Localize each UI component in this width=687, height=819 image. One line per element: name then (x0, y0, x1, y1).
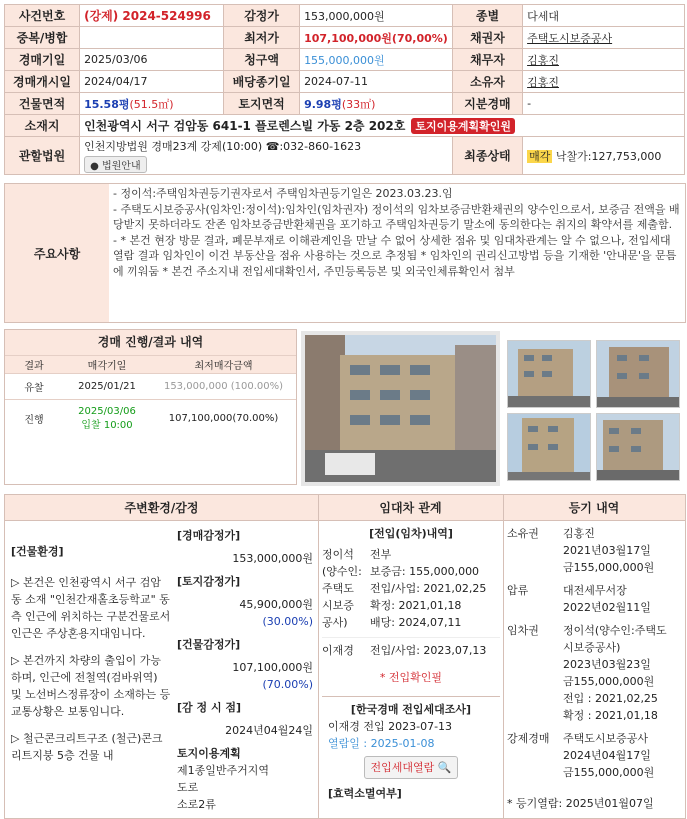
row-result: 유찰 (5, 374, 63, 400)
registry-title: 등기 내역 (503, 495, 685, 521)
tenant-movein: 전입/사업: 2023,07,13 (370, 644, 487, 657)
court-guide-button[interactable] (84, 156, 147, 173)
dup-value (80, 27, 224, 49)
address-value (80, 115, 685, 137)
env-title: 주변환경/감정 (5, 495, 318, 521)
building-appraisal-title: [건물감정가] (177, 638, 241, 651)
registry-item (507, 622, 683, 724)
tenant-name: 정이석 (322, 548, 354, 561)
auction-date-value: 2025/03/06 (80, 49, 224, 71)
building-area-label: 건물면적 (5, 93, 80, 115)
deadline-label: 배당종기일 (224, 71, 300, 93)
row-date-text: 2025/03/06 (78, 405, 136, 417)
appraisal-date-value: 2024년04월24일 (225, 724, 313, 737)
row-time-text: 입찰 10:00 (81, 419, 133, 431)
col-date: 매각기일 (63, 356, 151, 374)
case-label: 사건번호 (5, 5, 80, 27)
debtor-label: 채무자 (452, 49, 522, 71)
col-price: 최저매각금액 (151, 356, 296, 374)
dup-label: 중복/병합 (5, 27, 80, 49)
lease-title: 임대차 관계 (318, 495, 503, 521)
registry-line: 대전세무서장 (563, 584, 627, 597)
progress-row (5, 400, 296, 438)
search-icon: 🔍 (437, 761, 452, 774)
tenant-dividend: 배당: 2024,07,11 (370, 616, 462, 629)
registry-list (507, 525, 683, 818)
circle-icon: ● (90, 161, 99, 172)
start-date-label: 경매개시일 (5, 71, 80, 93)
phone-icon: ☎ (265, 140, 280, 153)
registry-line: 전입 : 2021,02,25 (563, 692, 658, 705)
row-date (63, 400, 151, 438)
row-price: 107,100,000(70.00%) (151, 400, 296, 438)
claim-value: 155,000,000원 (300, 49, 453, 71)
court-guide-label: 법원안내 (101, 161, 141, 172)
share-label: 지분경매 (452, 93, 522, 115)
registry-item (507, 730, 683, 781)
key-notes-text: - 정이석:주택임차권등기권자로서 주택임차권등기일은 2023.03.23.임 - 주택도시보증공사(임차인:정이석):임차인(임차권자) 정이석의 임차보증금반환채권의 양수인으로서, 보증금 전액을 배당받지 못하더라도 잔존 임차보증금반환채권을 포기하고 주택임차권등기 말소에 동의한다는 취지의 확약서를 제출함. - * 본건 현장 방문 결과, 폐문부재로 이해관계인을 만날 수 없어 상세한 점유 및 임대차관계는 알 수 없으나, 전입세대열람 결과 임차인이 이건 부동산을 점유 사용하는 것으로 추정됨 * 임차인의 권리신고방법 등을 기재한 '안내문'을 문틈에 끼워둠 * 본건 주소지내 전입세대확인서, 주민등록등본 및 외국인체류확인서 첨부 (113, 187, 680, 278)
env-paragraph: ▷ 철근콘크리트구조 (철근)콘크리트지붕 5층 건물 내 (11, 732, 163, 762)
appraisal-total-value: 153,000,000원 (232, 552, 313, 565)
building-thumb-image (597, 414, 680, 481)
registry-line: 김홍진 (563, 527, 595, 540)
court-text: 인천지방법원 경매23계 강제(10:00) (84, 140, 263, 153)
building-appraisal-pct: (70.00%) (262, 678, 313, 691)
case-number: (강제) 2024-524996 (80, 5, 224, 27)
land-use-item: 제1종일반주거지역 (177, 764, 270, 777)
building-area-value (80, 93, 224, 115)
building-thumb-image (508, 341, 591, 408)
registry-line: 2024년04월17일 (563, 749, 651, 762)
building-area-sqm: (51.5㎡) (129, 97, 174, 111)
registry-kind: 압류 (507, 584, 529, 597)
registry-item (507, 525, 683, 576)
building-env (11, 543, 171, 818)
appraisal-date-title: [감 정 시 점] (177, 701, 242, 714)
env-paragraph: ▷ 본건은 인천광역시 서구 검암동 소재 "인천간재홀초등학교" 동측 인근에 위치하는 구분건물로서 인근은 주상혼용지대임니다. (11, 576, 171, 640)
land-use-plan-button[interactable]: 토지이용계획확인원 (411, 118, 515, 134)
registry-kind: 강제경매 (507, 732, 550, 745)
row-price: 153,000,000 (100.00%) (151, 374, 296, 400)
tenant-note: 공사) (322, 616, 348, 629)
lease-details (322, 521, 500, 818)
result-value (523, 137, 685, 175)
household-view-label: 전입세대열람 (370, 761, 435, 774)
type-value: 다세대 (523, 5, 685, 27)
winning-bid: 낙찰가:127,753,000 (555, 149, 662, 163)
address-text: 인천광역시 서구 검암동 641-1 플로렌스빌 가동 2층 202호 (84, 119, 406, 133)
owner-link[interactable]: 김홍진 (523, 71, 685, 93)
share-value: - (523, 93, 685, 115)
appraisal-value: 153,000,000원 (300, 5, 453, 27)
registry-line: 금155,000,000원 (563, 766, 655, 779)
appraisal-total-title: [경매감정가] (177, 529, 241, 542)
start-date-value: 2024/04/17 (80, 71, 224, 93)
court-value: 인천지방법원 경매23계 강제(10:00) ☎:032-860-1623 ● 법원안내 (80, 137, 453, 175)
deadline-value: 2024-07-11 (300, 71, 453, 93)
row-result: 진행 (5, 400, 63, 438)
survey-movein: 이재경 전입 2023-07-13 (328, 720, 453, 733)
land-appraisal-pct: (30.00%) (262, 615, 313, 628)
registry-kind: 임차권 (507, 624, 539, 637)
land-area-sqm: (33㎡) (341, 97, 376, 111)
lease-sub-title: [전입(임차)내역] (369, 527, 453, 540)
tenant-name: 이재경 (322, 644, 354, 657)
land-use-item: 소로2류 (177, 798, 216, 811)
court-phone: 032-860-1623 (283, 140, 362, 153)
thumbnail-photo[interactable] (596, 413, 680, 481)
creditor-label: 채권자 (452, 27, 522, 49)
registry-line: 주택도시보증공사 (563, 732, 649, 745)
registry-line: 금155,000,000원 (563, 675, 655, 688)
registry-line: 2022년02월11일 (563, 601, 651, 614)
thumbnail-photo[interactable] (507, 413, 591, 481)
address-label: 소재지 (5, 115, 80, 137)
registry-line: 2021년03월17일 (563, 544, 651, 557)
movein-confirmed: * 전입확인필 (379, 671, 443, 684)
debtor-link[interactable]: 김홍진 (523, 49, 685, 71)
building-thumb-image (597, 341, 680, 408)
tenant-note: 주택도 (322, 582, 354, 595)
land-area-label: 토지면적 (224, 93, 300, 115)
result-label: 최종상태 (452, 137, 522, 175)
appraisal-label: 감정가 (224, 5, 300, 27)
land-appraisal-title: [토지감정가] (177, 575, 241, 588)
key-notes (4, 183, 686, 323)
registry-line: 2023년03월23일 (563, 658, 651, 671)
auction-progress-title: 경매 진행/결과 내역 (5, 330, 296, 355)
creditor-link[interactable]: 주택도시보증공사 (523, 27, 685, 49)
effect-title: [효력소멸여부] (328, 787, 402, 800)
survey-title: [한국경매 전입세대조사] (350, 703, 472, 716)
auction-progress (4, 329, 297, 485)
tenant-scope: 전부 (370, 548, 392, 561)
tenant-fixed-date: 확정: 2021,01,18 (370, 599, 462, 612)
claim-label: 청구액 (224, 49, 300, 71)
tenant-note: 시보증 (322, 599, 354, 612)
court-label: 관할법원 (5, 137, 80, 175)
tenant-entry (322, 546, 500, 631)
household-view-button[interactable] (364, 756, 459, 779)
registry-line: 확정 : 2021,01,18 (563, 709, 658, 722)
sold-badge: 매각 (529, 149, 551, 163)
registry-line: 정이석(양수인:주택도 (563, 624, 667, 637)
registry-line: 금155,000,000원 (563, 561, 655, 574)
land-area-value (300, 93, 453, 115)
main-photo[interactable] (301, 331, 500, 486)
registry-kind: 소유권 (507, 527, 539, 540)
building-appraisal-value: 107,100,000원 (232, 661, 313, 674)
tenant-entry (322, 637, 500, 659)
thumbnail-photo[interactable] (507, 340, 591, 408)
tenant-deposit: 보증금: 155,000,000 (370, 565, 480, 578)
row-date: 2025/01/21 (63, 374, 151, 400)
tenant-note: (양수인: (322, 565, 362, 578)
land-appraisal-value: 45,900,000원 (239, 598, 313, 611)
summary-table (4, 4, 685, 175)
building-image (305, 335, 496, 482)
survey-view-date: 열람일 : 2025-01-08 (328, 737, 435, 750)
auction-date-label: 경매기일 (5, 49, 80, 71)
registry-line: 시보증공사) (563, 641, 621, 654)
col-result: 결과 (5, 356, 63, 374)
registry-view-date: * 등기열람: 2025년01월07일 (507, 797, 654, 810)
detail-panel (4, 494, 686, 819)
thumbnail-photo[interactable] (596, 340, 680, 408)
type-label: 종별 (452, 5, 522, 27)
owner-label: 소유자 (452, 71, 522, 93)
key-notes-label: 주요사항 (5, 184, 109, 322)
land-area-pyeong: 9.98평 (304, 97, 342, 111)
building-env-title: [건물환경] (11, 545, 64, 558)
min-price-label: 최저가 (224, 27, 300, 49)
building-thumb-image (508, 414, 591, 481)
progress-row (5, 374, 296, 400)
registry-item (507, 582, 683, 616)
building-area-pyeong: 15.58평 (84, 97, 130, 111)
env-paragraph: ▷ 본건까지 차량의 출입이 가능하며, 인근에 전철역(검바위역) 및 노선버스정류장이 소재하는 등 교통상황은 보통임니다. (11, 654, 171, 718)
tenant-movein: 전입/사업: 2021,02,25 (370, 582, 487, 595)
land-use-item: 도로 (177, 781, 199, 794)
land-use-title: 토지이용계획 (177, 747, 241, 760)
min-price-value: 107,100,000원(70,00%) (300, 27, 453, 49)
appraisal-details (177, 527, 313, 818)
